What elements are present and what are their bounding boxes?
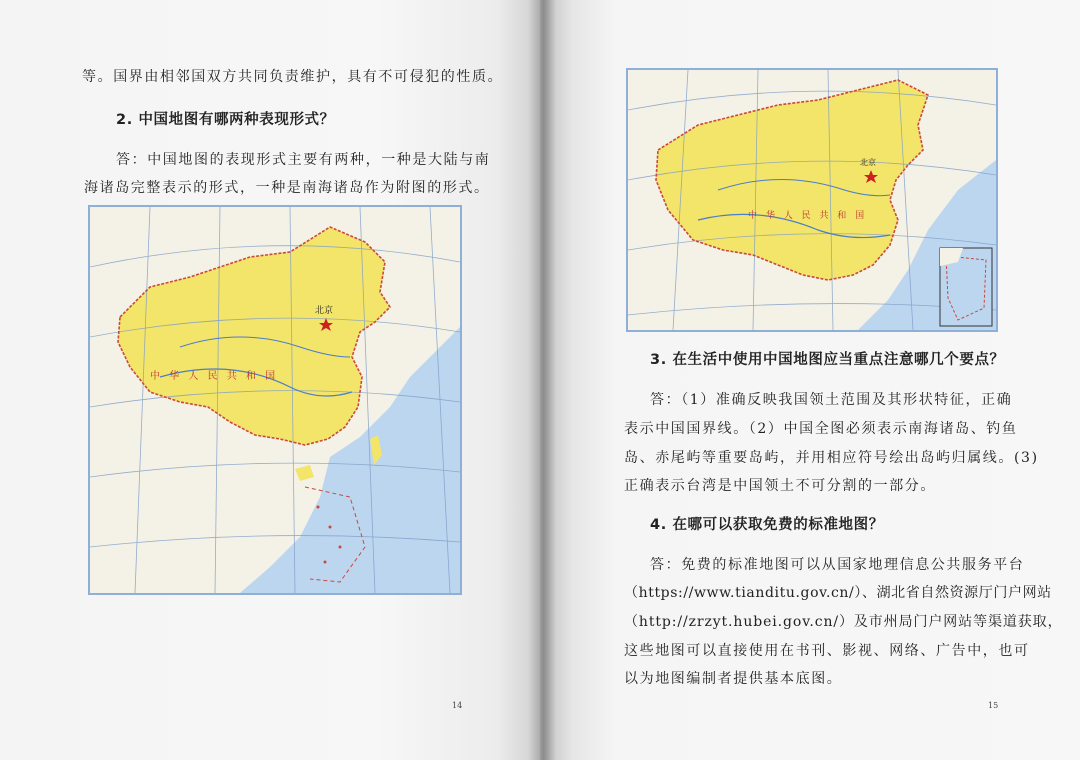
- left-map-capital-label: 北京: [315, 306, 334, 316]
- right-page: [540, 0, 1080, 760]
- book-gutter-shadow: [528, 0, 556, 760]
- china-map-full-svg: [90, 207, 460, 593]
- q3-answer-line-4: 正确表示台湾是中国领土不可分割的一部分。: [624, 478, 936, 494]
- left-map-country-label: 中 华 人 民 共 和 国: [150, 371, 279, 382]
- left-page-number: 14: [452, 701, 463, 710]
- q4-answer-line-5: 以为地图编制者提供基本底图。: [624, 671, 843, 687]
- q4-answer-line-4: 这些地图可以直接使用在书刊、影视、网络、广告中，也可: [624, 643, 1030, 659]
- left-text-line-1: 等。国界由相邻国双方共同负责维护，具有不可侵犯的性质。: [82, 69, 504, 85]
- q3-heading: 3. 在生活中使用中国地图应当重点注意哪几个要点？: [650, 352, 1005, 368]
- q3-answer-line-2: 表示中国国界线。（2）中国全图必须表示南海诸岛、钓鱼: [624, 421, 1018, 437]
- q4-answer-line-1: 答：免费的标准地图可以从国家地理信息公共服务平台: [650, 557, 1025, 573]
- q4-heading: 4. 在哪可以获取免费的标准地图？: [650, 517, 884, 533]
- q3-answer-line-3: 岛、赤尾屿等重要岛屿，并用相应符号绘出岛屿归属线。(3): [624, 450, 1039, 466]
- china-map-inset-svg: [628, 70, 996, 330]
- q2-answer-line-1: 答：中国地图的表现形式主要有两种，一种是大陆与南: [116, 152, 491, 168]
- q3-answer-line-1: 答：（1）准确反映我国领土范围及其形状特征，正确: [650, 392, 1013, 408]
- q2-heading: 2. 中国地图有哪两种表现形式？: [116, 112, 335, 128]
- right-page-number: 15: [988, 701, 999, 710]
- china-map-inset: [626, 68, 998, 332]
- q4-answer-line-3: （http://zrzyt.hubei.gov.cn/）及市州局门户网站等渠道获取，: [624, 614, 1063, 630]
- q2-answer-line-2: 海诸岛完整表示的形式，一种是南海诸岛作为附图的形式。: [84, 180, 490, 196]
- right-map-country-label: 中 华 人 民 共 和 国: [748, 211, 868, 221]
- right-map-capital-label: 北京: [860, 158, 876, 167]
- q4-answer-line-2: （https://www.tianditu.gov.cn/）、湖北省自然资源厅门户网站: [624, 585, 1052, 601]
- china-map-full: [88, 205, 462, 595]
